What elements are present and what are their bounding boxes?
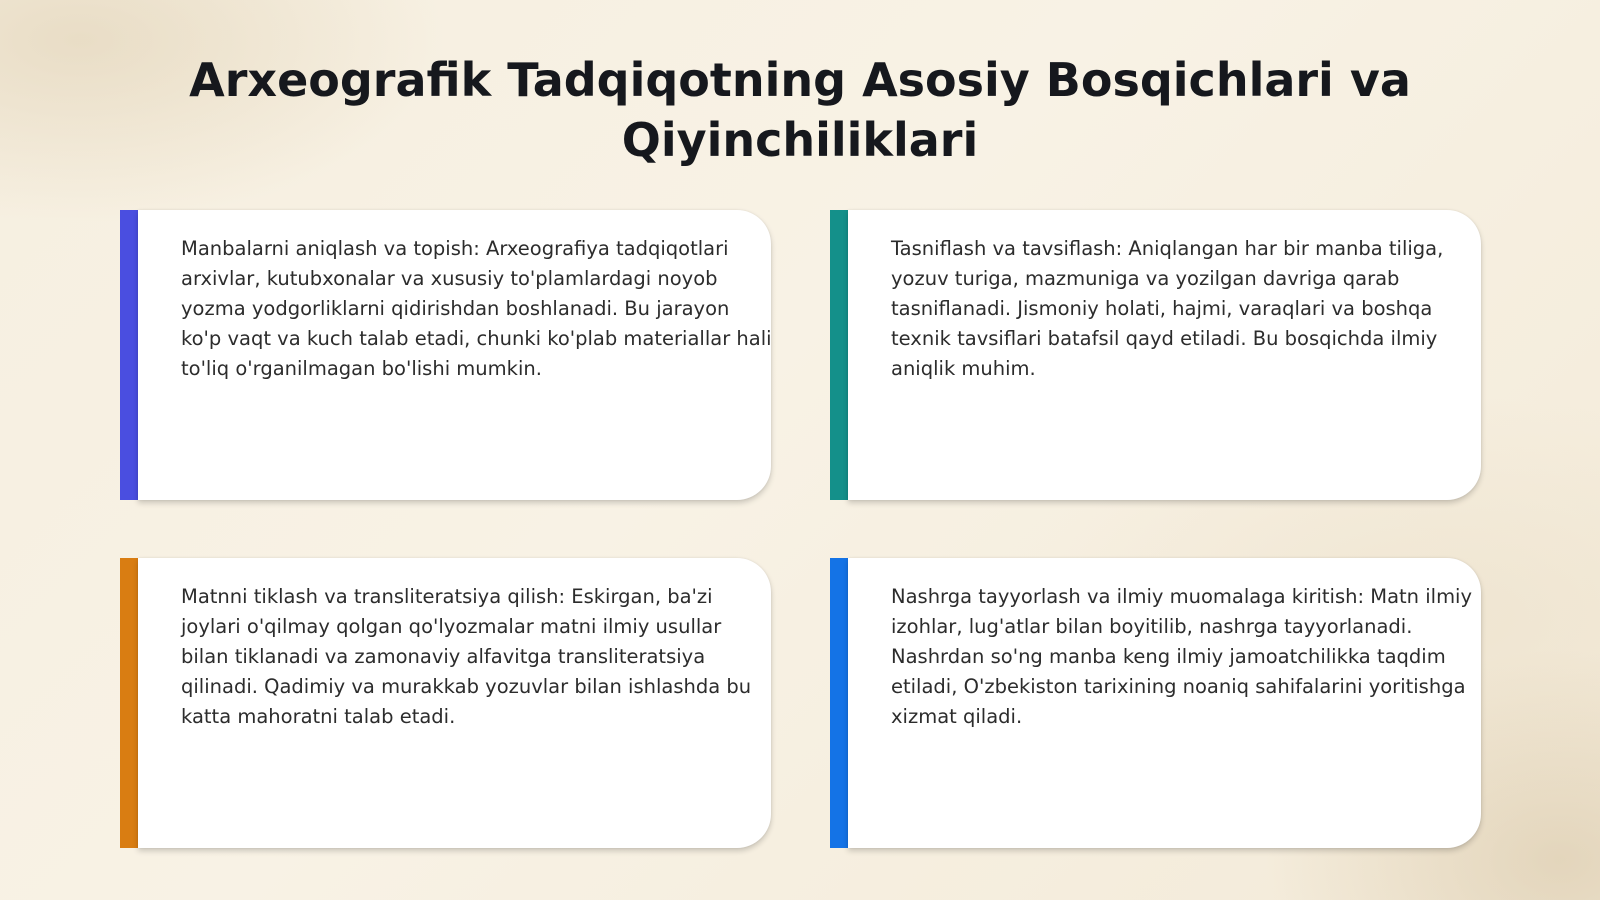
card-panel [848,558,1481,848]
card-text: Manbalarni aniqlash va topish: Arxeografiya tadqiqotlari arxivlar, kutubxonalar va xususiy to'plamlardagi noyob yozma yodgorliklarni qidirishdan boshlanadi. Bu jarayon ko'p vaqt va kuch talab etadi, chunki ko'plab materiallar hali to'liq o'rganilmagan bo'lishi mumkin. [181,237,772,380]
card-text: Tasniflash va tavsiflash: Aniqlangan har bir manba tiliga, yozuv turiga, mazmuniga va yozilgan davriga qarab tasniflanadi. Jismoniy holati, hajmi, varaqlari va boshqa texnik tavsiflari batafsil qayd etiladi. Bu bosqichda ilmiy aniqlik muhim. [891,237,1444,380]
stage-card-3 [120,558,771,848]
card-accent-bar [120,558,138,848]
card-accent-bar [830,558,848,848]
card-panel [138,558,771,848]
card-text: Nashrga tayyorlash va ilmiy muomalaga kiritish: Matn ilmiy izohlar, lug'atlar bilan boyitilib, nashrga tayyorlanadi. Nashrdan so'ng manba keng ilmiy jamoatchilikka taqdim etiladi, O'zbekiston tarixining noaniq sahifalarini yoritishga xizmat qiladi. [891,585,1473,728]
card-text: Matnni tiklash va transliteratsiya qilish: Eskirgan, ba'zi joylari o'qilmay qolgan qo'lyozmalar matni ilmiy usullar bilan tiklanadi va zamonaviy alfavitga transliteratsiya qilinadi. Qadimiy va murakkab yozuvlar bilan ishlashda bu katta mahoratni talab etadi. [181,585,752,728]
card-accent-bar [830,210,848,500]
stage-card-2 [830,210,1481,500]
card-accent-bar [120,210,138,500]
stage-card-4 [830,558,1481,848]
page-title: Arxeografik Tadqiqotning Asosiy Bosqichlari va Qiyinchiliklari [189,53,1411,167]
card-panel [848,210,1481,500]
stage-card-1 [120,210,771,500]
card-panel [138,210,771,500]
